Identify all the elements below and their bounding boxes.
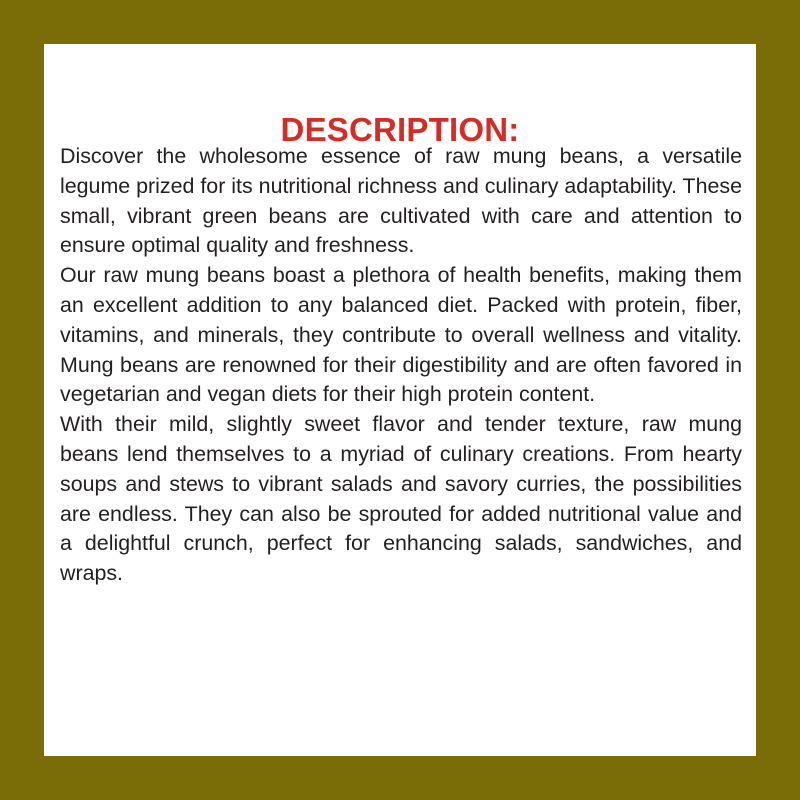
description-paragraph-health-benefits: Our raw mung beans boast a plethora of health benefits, making them an excellent addition to any balanced diet. Packed with protein, fiber, vitamins, and minerals, they contribute to overall wellness and vitality. Mung beans are renowned for their digestibility and are often favored in vegetarian and vegan diets for their high protein content. xyxy=(60,263,742,407)
description-title: DESCRIPTION: xyxy=(280,111,520,148)
description-body xyxy=(60,142,742,589)
description-paragraph-intro: Discover the wholesome essence of raw mung beans, a versatile legume prized for its nutritional richness and culinary adaptability. These small, vibrant green beans are cultivated with care and attention to ensure optimal quality and freshness. xyxy=(60,144,742,258)
description-paragraph-culinary-uses: With their mild, slightly sweet flavor and tender texture, raw mung beans lend themselves to a myriad of culinary creations. From hearty soups and stews to vibrant salads and savory curries, the possibilities are endless. They can also be sprouted for added nutritional value and a delightful crunch, perfect for enhancing salads, sandwiches, and wraps. xyxy=(60,412,742,586)
description-panel xyxy=(44,44,756,756)
